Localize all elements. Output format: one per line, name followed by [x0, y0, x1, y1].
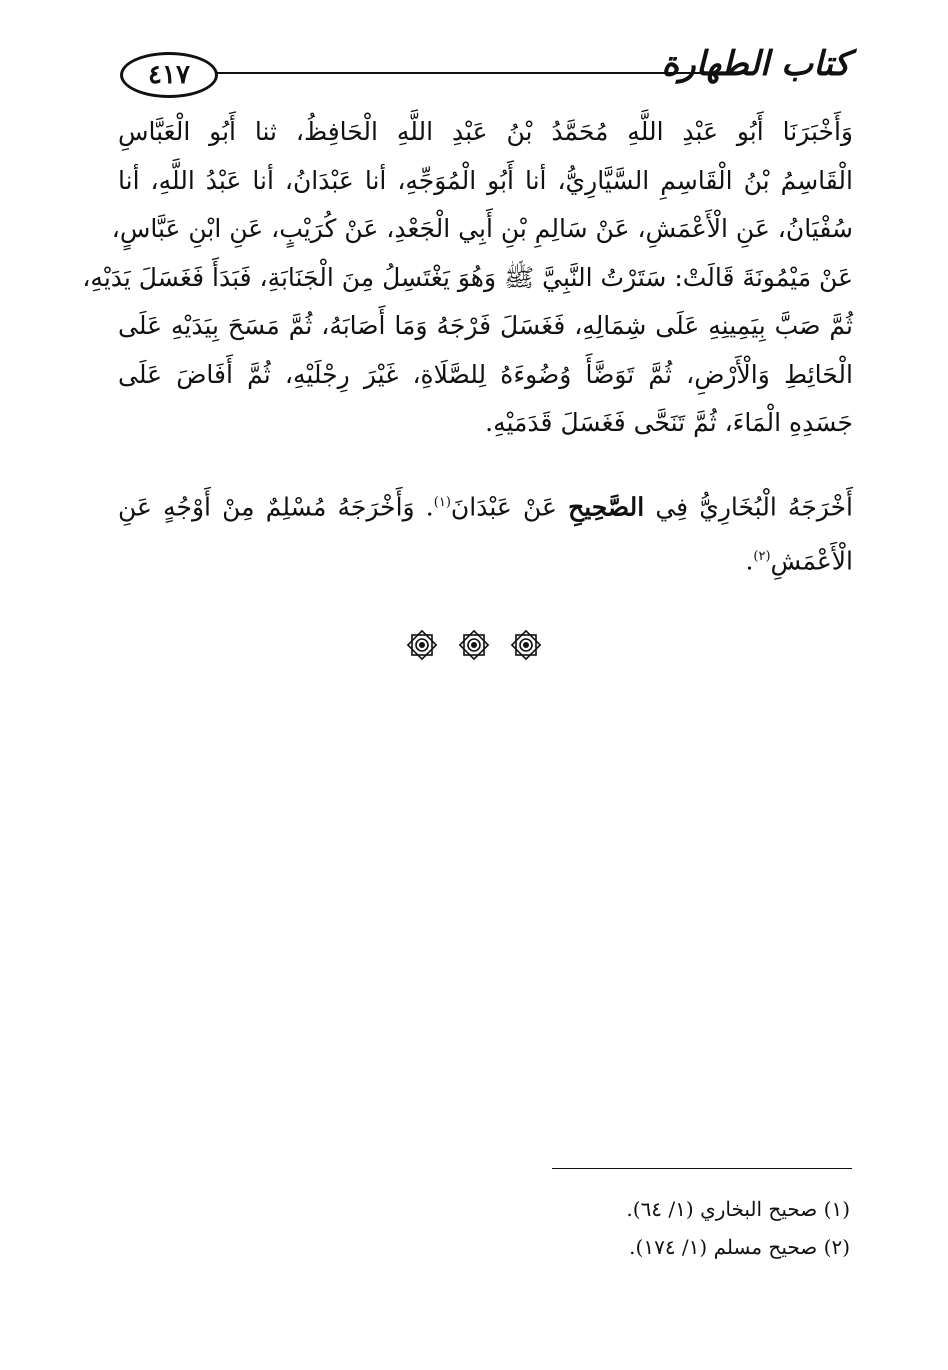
page-number-badge: [120, 52, 218, 98]
footnote-1: [350, 1190, 850, 1228]
section-ornaments: [0, 628, 948, 662]
text-line: الْقَاسِمُ بْنُ الْقَاسِمِ السَّيَّارِيُّ، أنا أَبُو الْمُوَجِّهِ، أنا عَبْدَانُ، أنا عَبْدُ اللَّهِ، أنا: [118, 165, 853, 195]
rosette-icon: [457, 628, 491, 662]
text-line: سُفْيَانُ، عَنِ الْأَعْمَشِ، عَنْ سَالِمِ بْنِ أَبِي الْجَعْدِ، عَنْ كُرَيْبٍ، عَنِ ابْنِ عَبَّاسٍ،: [111, 214, 853, 243]
footnote-number: (١): [823, 1197, 850, 1221]
text-line: [118, 478, 853, 532]
sahih-title: الصَّحِيحِ: [568, 492, 645, 522]
text-line: عَنْ مَيْمُونَةَ قَالَتْ: سَتَرْتُ النَّبِيَّ ﷺ وَهُوَ يَغْتَسِلُ مِنَ الْجَنَابَةِ، فَبَدَأَ فَغَسَلَ يَدَيْهِ،: [82, 262, 853, 292]
footnote-2: [350, 1228, 850, 1266]
takhrij-text: عَنْ عَبْدَانَ: [450, 492, 557, 522]
hadith-paragraph: [82, 108, 853, 448]
footnotes: [350, 1190, 850, 1266]
book-title: كتاب الطهارة: [661, 44, 850, 84]
takhrij-paragraph: [118, 478, 853, 587]
takhrij-text: أَخْرَجَهُ الْبُخَارِيُّ فِي: [655, 492, 853, 522]
footnote-rule: [552, 1168, 852, 1169]
text-line: جَسَدِهِ الْمَاءَ، ثُمَّ تَنَحَّى فَغَسَلَ قَدَمَيْهِ.: [485, 408, 853, 437]
footnote-ref-1[interactable]: (١): [433, 495, 451, 510]
rosette-icon: [509, 628, 543, 662]
page-number: ٤١٧: [148, 60, 190, 90]
text-line: [118, 532, 853, 586]
rosette-icon: [405, 628, 439, 662]
takhrij-text: .: [745, 546, 754, 576]
footnote-number: (٢): [823, 1235, 850, 1259]
footnote-ref-2[interactable]: (٢): [753, 549, 771, 565]
takhrij-text: الْأَعْمَشِ: [770, 546, 853, 576]
takhrij-text: . وَأَخْرَجَهُ مُسْلِمٌ مِنْ أَوْجُهٍ عَنِ: [118, 492, 434, 522]
text-line: الْحَائِطِ وَالْأَرْضِ، ثُمَّ تَوَضَّأَ وُضُوءَهُ لِلصَّلَاةِ، غَيْرَ رِجْلَيْهِ، ثُمَّ أَفَاضَ عَلَى: [118, 359, 853, 389]
footnote-text: صحيح مسلم (١/ ١٧٤).: [629, 1235, 818, 1259]
text-line: ثُمَّ صَبَّ بِيَمِينِهِ عَلَى شِمَالِهِ، فَغَسَلَ فَرْجَهُ وَمَا أَصَابَهُ، ثُمَّ مَسَحَ بِيَدَيْهِ عَلَى: [118, 311, 853, 340]
footnote-text: صحيح البخاري (١/ ٦٤).: [626, 1197, 818, 1221]
text-line: وَأَخْبَرَنَا أَبُو عَبْدِ اللَّهِ مُحَمَّدُ بْنُ عَبْدِ اللَّهِ الْحَافِظُ، ثنا أَبُو الْعَبَّاسِ: [118, 117, 853, 146]
header-rule: [216, 72, 738, 74]
page-header: [110, 40, 850, 100]
